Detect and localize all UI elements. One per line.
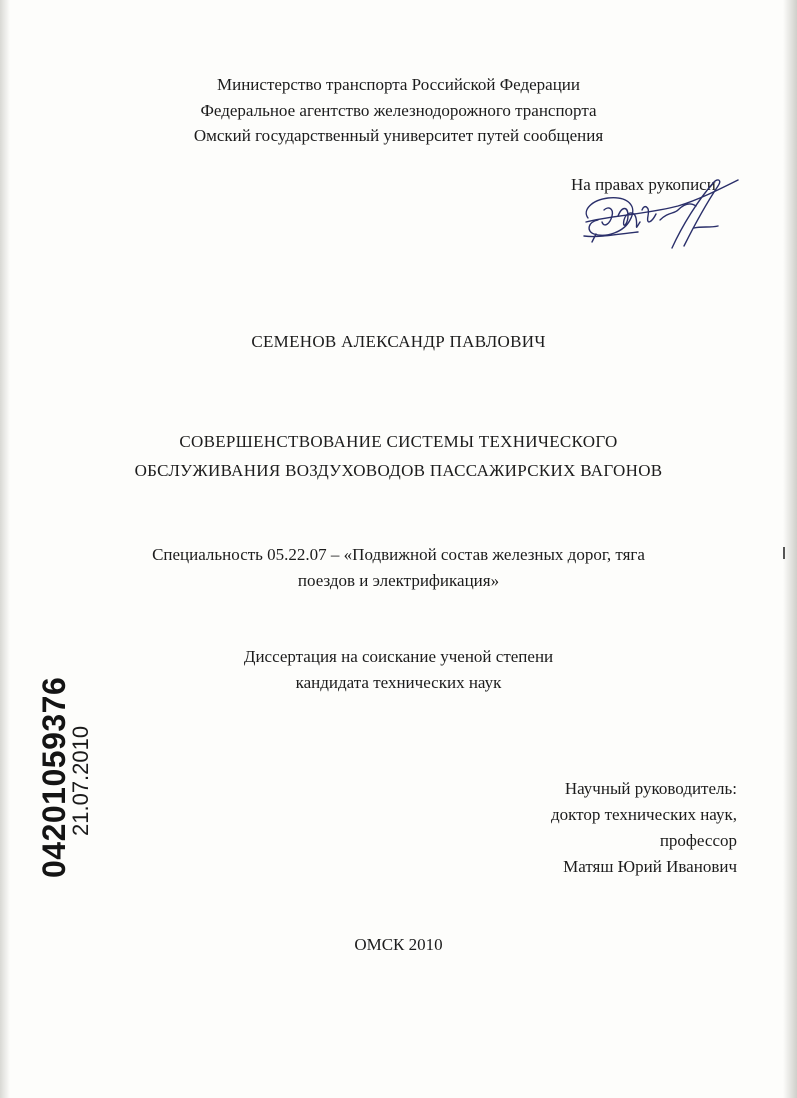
supervisor-name: Матяш Юрий Иванович (563, 857, 737, 876)
specialty-line-2: поездов и электрификация» (297, 571, 500, 590)
degree-line-1: Диссертация на соискание ученой степени (243, 647, 554, 666)
degree-line-2: кандидата технических наук (295, 673, 502, 692)
supervisor-label: Научный руководитель: (564, 779, 737, 798)
city-year: ОМСК 2010 (354, 935, 443, 954)
title-line-2: ОБСЛУЖИВАНИЯ ВОЗДУХОВОДОВ ПАССАЖИРСКИХ ВАГОНОВ (134, 461, 663, 480)
author-name: СЕМЕНОВ АЛЕКСАНДР ПАВЛОВИЧ (251, 332, 546, 351)
supervisor-rank: профессор (659, 831, 737, 850)
signature-image (578, 176, 758, 256)
margin-mark (783, 547, 785, 559)
supervisor-degree: доктор технических наук, (550, 805, 737, 824)
ministry-line: Министерство транспорта Российской Федерации (216, 75, 580, 94)
manuscript-note: На правах рукописи (571, 175, 716, 194)
agency-line: Федеральное агентство железнодорожного транспорта (200, 101, 597, 120)
stamp-number: 04201059376 (36, 676, 72, 878)
university-line: Омский государственный университет путей сообщения (193, 126, 604, 145)
stamp-date: 21.07.2010 (68, 725, 93, 836)
title-line-1: СОВЕРШЕНСТВОВАНИЕ СИСТЕМЫ ТЕХНИЧЕСКОГО (179, 432, 618, 451)
specialty-line-1: Специальность 05.22.07 – «Подвижной состав железных дорог, тяга (152, 545, 645, 564)
